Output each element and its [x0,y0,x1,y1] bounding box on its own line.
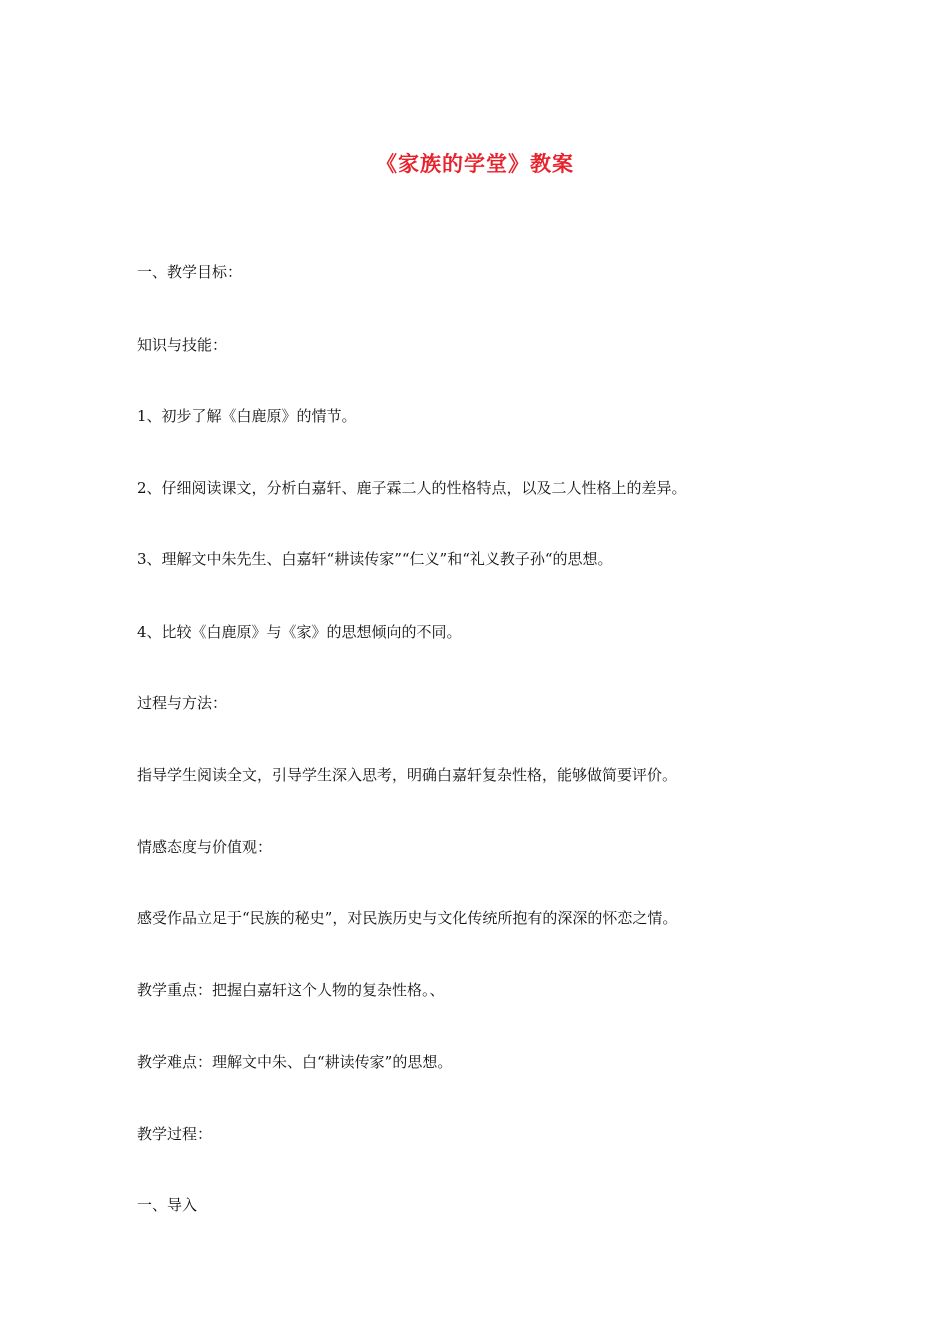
section-heading-objectives: 一、教学目标： [137,263,243,281]
subheading-knowledge-skills: 知识与技能： [137,336,228,354]
teaching-key-point: 教学重点：把握白嘉轩这个人物的复杂性格。、 [137,981,445,999]
emotion-values-text: 感受作品立足于“民族的秘史”，对民族历史与文化传统所抱有的深深的怀恋之情。 [137,909,678,927]
objective-item-3: 3、理解文中朱先生、白嘉轩“耕读传家”“仁义”和“礼义教子孙“的思想。 [137,550,613,568]
document-title: 《家族的学堂》教案 [376,152,574,176]
section-heading-introduction: 一、导入 [137,1196,198,1214]
objective-item-4: 4、比较《白鹿原》与《家》的思想倾向的不同。 [137,623,462,641]
objective-item-2: 2、仔细阅读课文，分析白嘉轩、鹿子霖二人的性格特点，以及二人性格上的差异。 [137,479,687,497]
subheading-emotion-values: 情感态度与价值观： [137,838,273,856]
objective-item-1: 1、初步了解《白鹿原》的情节。 [137,407,357,425]
teaching-difficulty: 教学难点：理解文中朱、白“耕读传家”的思想。 [137,1053,453,1071]
process-method-text: 指导学生阅读全文，引导学生深入思考，明确白嘉轩复杂性格，能够做简要评价。 [137,766,678,784]
subheading-process-method: 过程与方法： [137,694,228,712]
subheading-teaching-process: 教学过程： [137,1125,213,1143]
